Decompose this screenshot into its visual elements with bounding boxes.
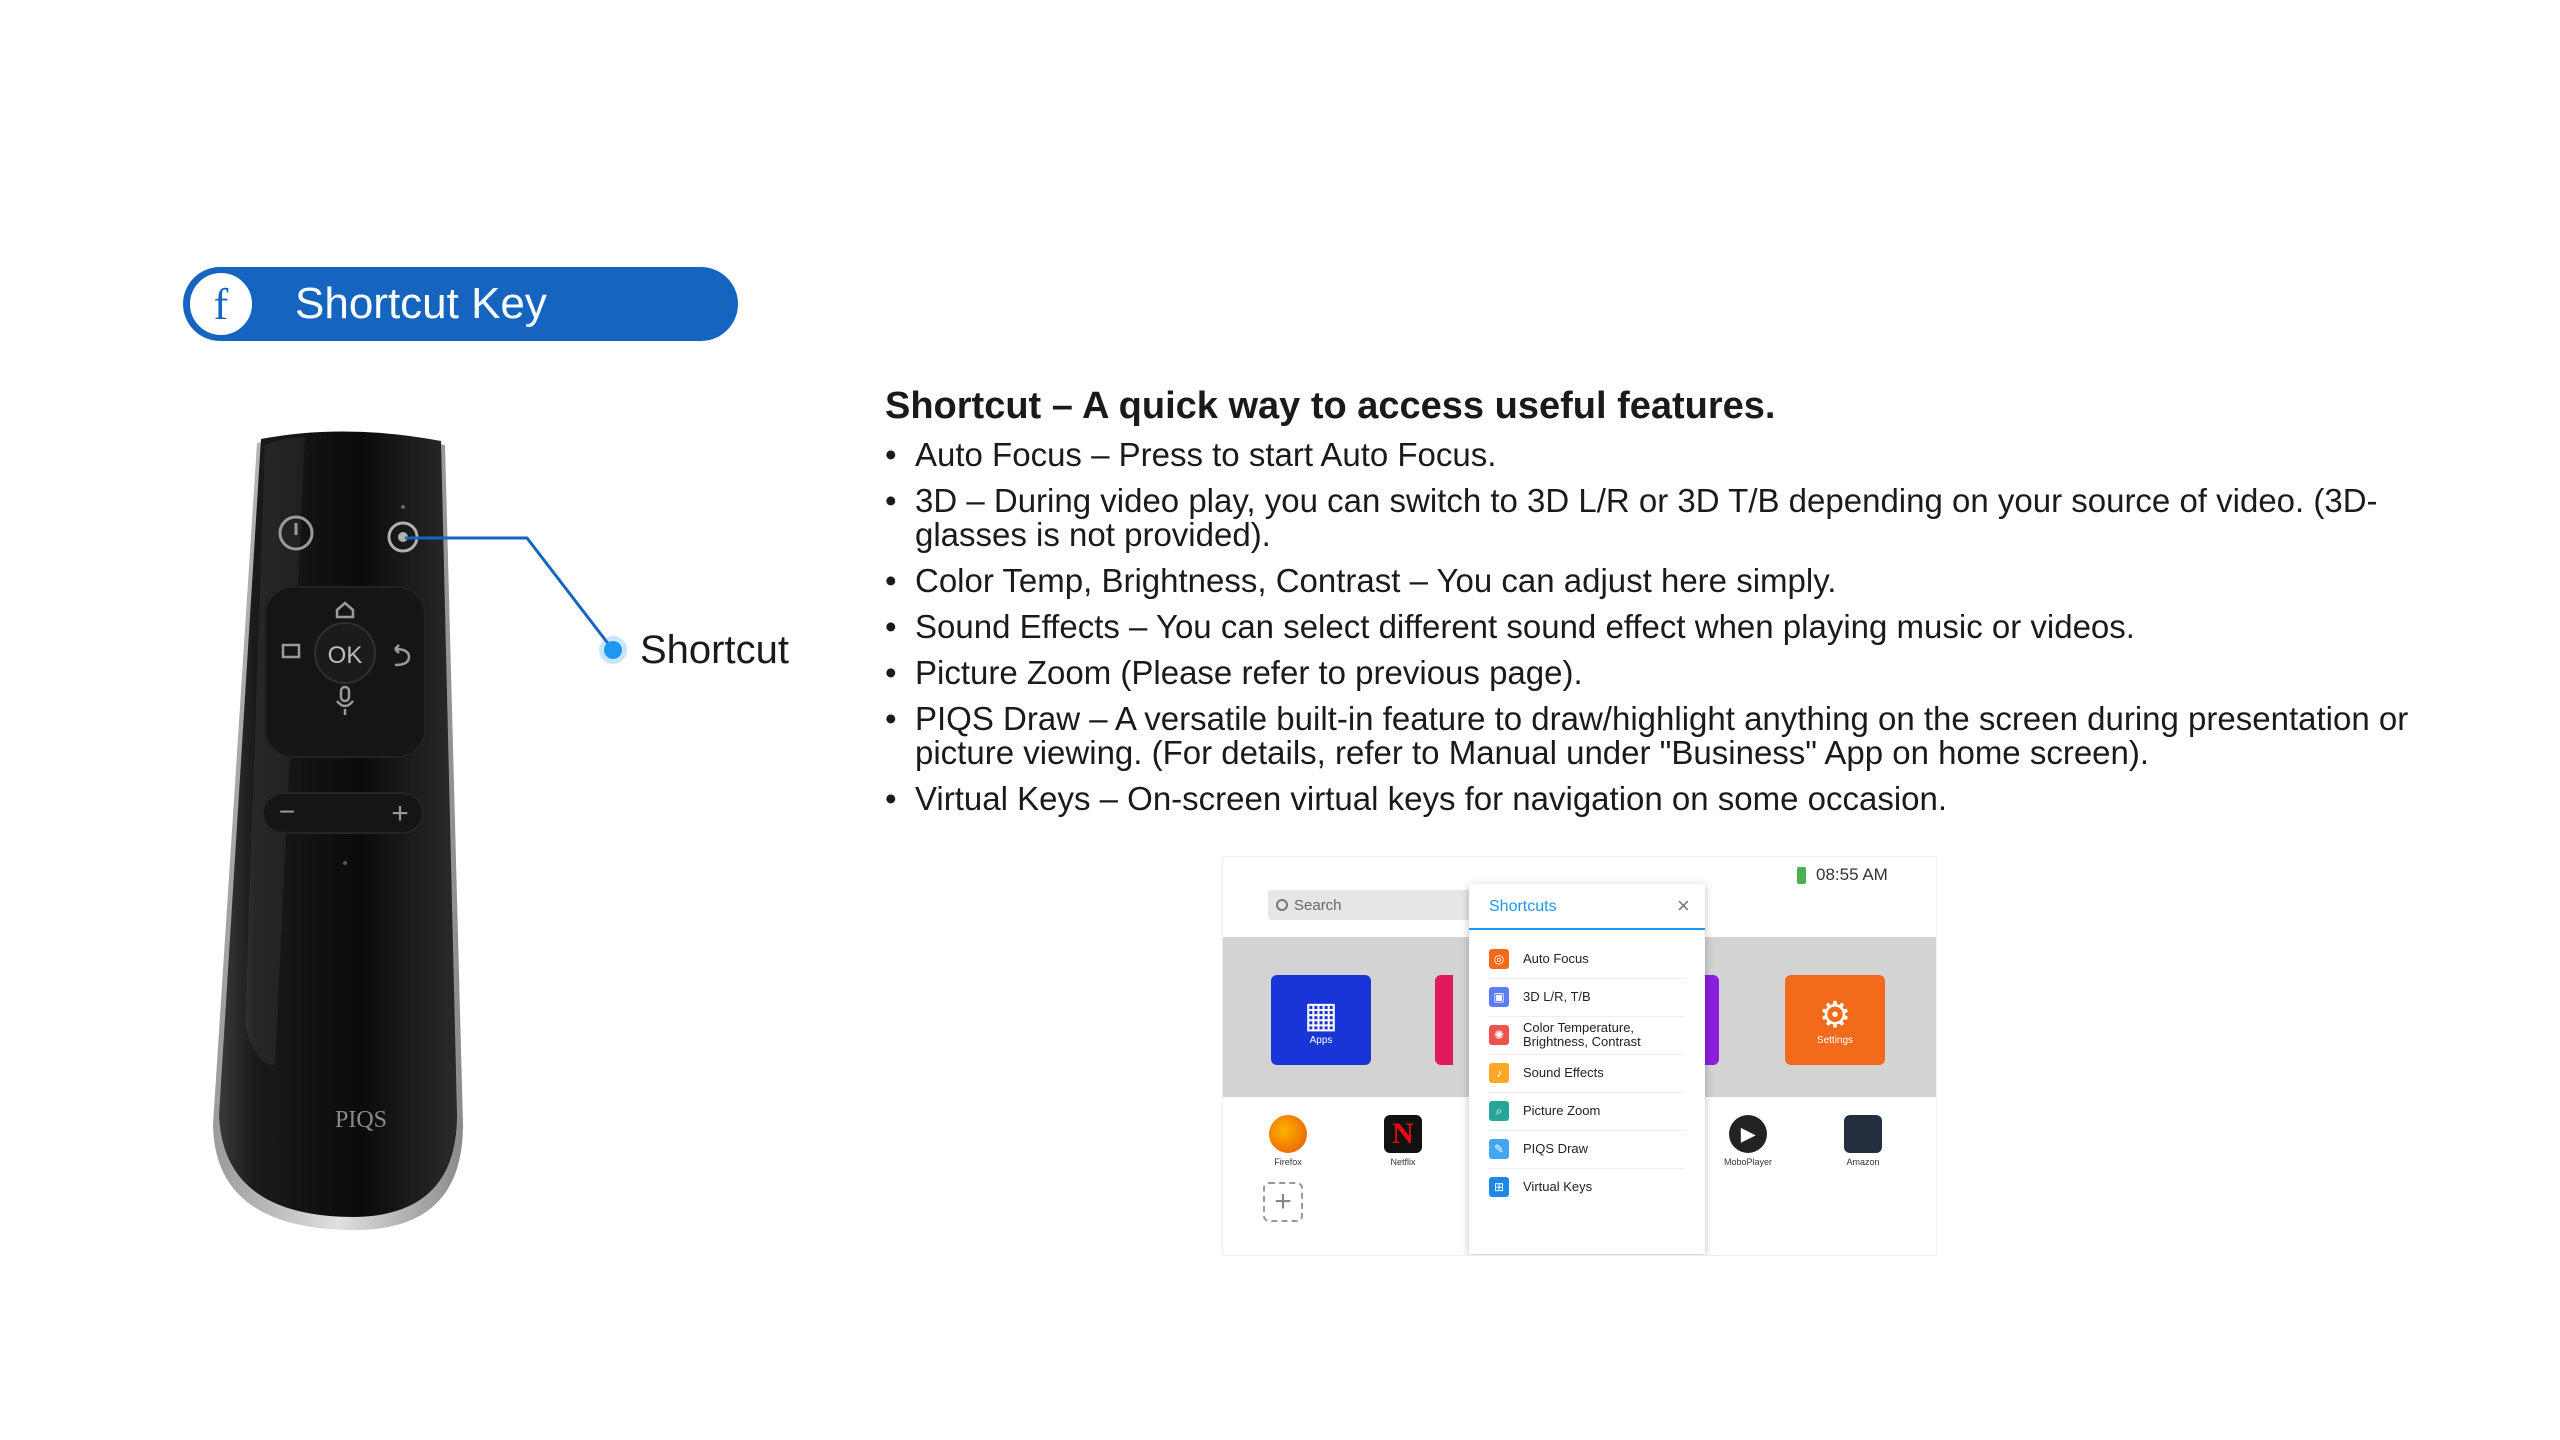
netflix-icon: N [1384, 1115, 1422, 1153]
feature-item-draw: • PIQS Draw – A versatile built-in feature to draw/highlight anything on the screen during presentation or picture viewing. (For details, refer to Manual under "Business" App on home screen). [885, 702, 2445, 770]
ok-label: OK [327, 642, 363, 669]
gear-icon: ⚙ [1818, 993, 1852, 1035]
close-icon[interactable]: × [1677, 893, 1690, 918]
shortcuts-panel-title: Shortcuts [1489, 898, 1557, 915]
apps-tile[interactable] [1271, 975, 1371, 1065]
virtual-keys-icon: ⊞ [1489, 1177, 1509, 1197]
shortcut-item-sound-effects[interactable]: ♪ Sound Effects [1489, 1054, 1685, 1093]
section-letter: f [213, 279, 229, 329]
search-placeholder: Search [1294, 896, 1342, 914]
feature-item-zoom: • Picture Zoom (Please refer to previous page). [885, 656, 2445, 690]
firefox-icon [1269, 1115, 1307, 1153]
auto-focus-icon: ◎ [1489, 949, 1509, 969]
settings-tile-label: Settings [1816, 1034, 1854, 1046]
shortcut-item-virtual-keys[interactable]: ⊞ Virtual Keys [1489, 1168, 1685, 1206]
feature-list [885, 438, 2445, 816]
zoom-icon: ⌕ [1489, 1101, 1509, 1121]
section-letter-badge [187, 270, 255, 338]
feature-item-sound: • Sound Effects – You can select different sound effect when playing music or videos. [885, 610, 2445, 644]
amazon-icon [1844, 1115, 1882, 1153]
speaker-icon: ♪ [1489, 1063, 1509, 1083]
play-icon: ▶ [1729, 1115, 1767, 1153]
shortcut-item-picture-zoom[interactable]: ⌕ Picture Zoom [1489, 1092, 1685, 1131]
search-icon [1276, 899, 1288, 911]
feature-item-virtual-keys: • Virtual Keys – On-screen virtual keys for navigation on some occasion. [885, 782, 2445, 816]
shortcut-item-piqs-draw[interactable]: ✎ PIQS Draw [1489, 1130, 1685, 1169]
3d-icon: ▣ [1489, 987, 1509, 1007]
feature-item-auto-focus: • Auto Focus – Press to start Auto Focus. [885, 438, 2445, 472]
shortcut-callout-label: Shortcut [640, 628, 789, 672]
feature-heading: Shortcut – A quick way to access useful features. [885, 385, 1776, 427]
shortcuts-ui-screenshot [1222, 856, 1937, 1256]
section-title: Shortcut Key [295, 279, 547, 328]
netflix-app[interactable]: N Netflix [1373, 1115, 1433, 1167]
shortcuts-panel [1469, 884, 1705, 1254]
volume-up-icon: + [391, 797, 409, 830]
apps-grid-icon: ▦ [1303, 993, 1338, 1035]
brightness-icon: ✺ [1489, 1025, 1509, 1045]
search-input[interactable] [1268, 890, 1478, 920]
shortcut-item-3d[interactable]: ▣ 3D L/R, T/B [1489, 978, 1685, 1017]
amazon-app[interactable]: Amazon [1833, 1115, 1893, 1167]
status-clock: 08:55 AM [1816, 865, 1888, 884]
add-app-button[interactable]: + [1263, 1182, 1303, 1222]
shortcut-item-auto-focus[interactable]: ◎ Auto Focus [1489, 940, 1685, 979]
firefox-app[interactable]: Firefox [1258, 1115, 1318, 1167]
shortcut-item-color-temperature[interactable]: ✺ Color Temperature, Brightness, Contrast [1489, 1016, 1685, 1055]
draw-icon: ✎ [1489, 1139, 1509, 1159]
shortcut-callout-line [395, 520, 635, 680]
feature-item-color: • Color Temp, Brightness, Contrast – You can adjust here simply. [885, 564, 2445, 598]
battery-icon [1797, 867, 1806, 884]
settings-tile[interactable] [1785, 975, 1885, 1065]
brand-logo: PIQS [335, 1107, 388, 1133]
moboplayer-app[interactable]: ▶ MoboPlayer [1718, 1115, 1778, 1167]
apps-tile-label: Apps [1309, 1034, 1333, 1046]
volume-down-icon: − [278, 796, 296, 827]
hidden-tile-left[interactable] [1435, 975, 1453, 1065]
feature-item-3d: • 3D – During video play, you can switch to 3D L/R or 3D T/B depending on your source of video. (3D-glasses is not provided). [885, 484, 2445, 552]
